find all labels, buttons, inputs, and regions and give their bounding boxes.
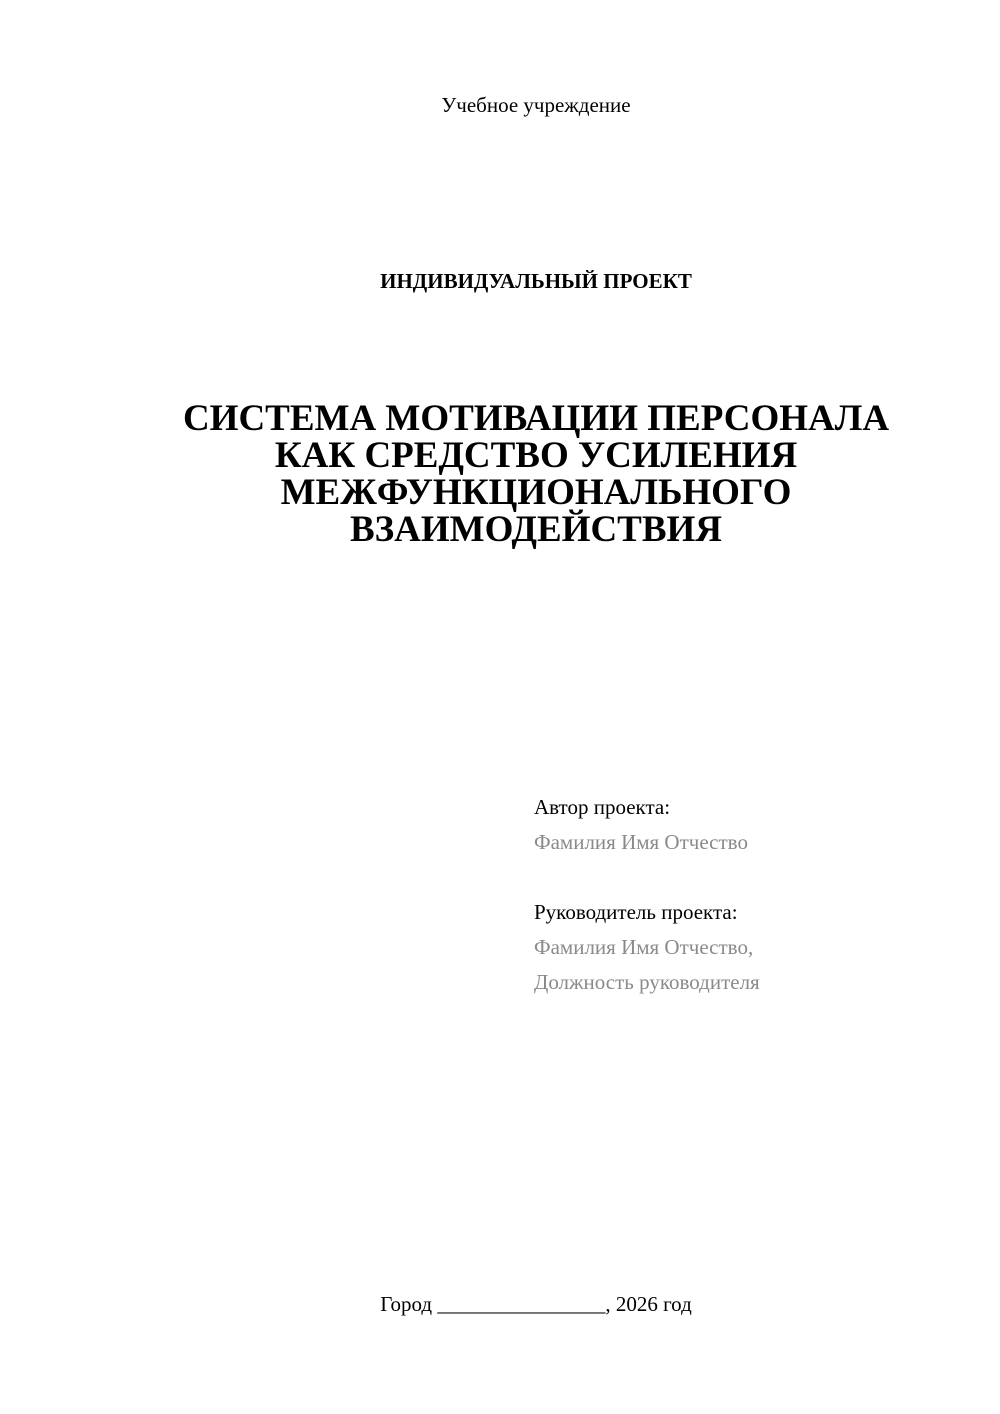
project-title xyxy=(0,400,1000,548)
project-title-line: ВЗАИМОДЕЙСТВИЯ xyxy=(349,509,723,550)
project-title-line: СИСТЕМА МОТИВАЦИИ ПЕРСОНАЛА xyxy=(182,398,890,439)
supervisor-name: Фамилия Имя Отчество, xyxy=(534,935,754,959)
supervisor-label: Руководитель проекта: xyxy=(534,900,738,924)
author-label: Автор проекта: xyxy=(534,795,671,819)
supervisor-position: Должность руководителя xyxy=(534,970,760,994)
institution-name: Учебное учреждение xyxy=(441,93,631,117)
project-title-line: КАК СРЕДСТВО УСИЛЕНИЯ xyxy=(274,435,798,476)
document-type: ИНДИВИДУАЛЬНЫЙ ПРОЕКТ xyxy=(380,269,692,293)
spacer xyxy=(534,860,974,895)
project-info-block xyxy=(534,790,974,1000)
author-name: Фамилия Имя Отчество xyxy=(534,830,748,854)
city-year-line: Город ________________, 2026 год xyxy=(380,1292,692,1316)
project-title-line: МЕЖФУНКЦИОНАЛЬНОГО xyxy=(280,472,792,513)
